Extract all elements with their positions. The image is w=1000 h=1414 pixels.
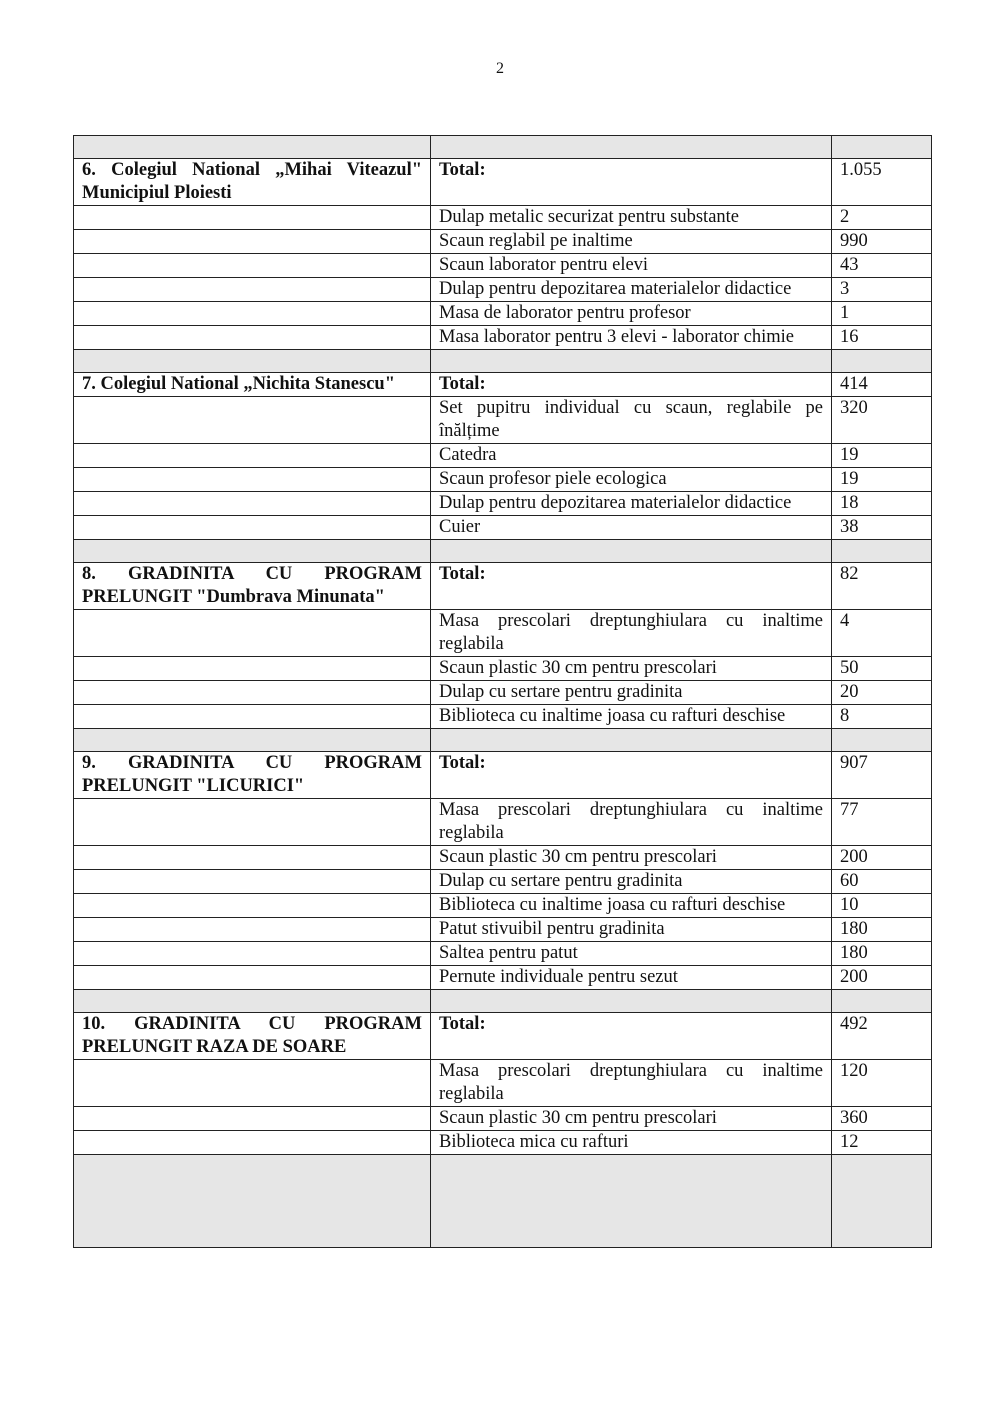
empty-cell [74, 918, 431, 942]
item-quantity: 320 [832, 397, 932, 444]
item-name: Patut stivuibil pentru gradinita [431, 918, 832, 942]
item-row [74, 966, 932, 990]
spacer-row [74, 729, 932, 752]
page-number: 2 [496, 60, 504, 77]
item-name: Scaun reglabil pe inaltime [431, 230, 832, 254]
item-quantity: 18 [832, 492, 932, 516]
section-header-row [74, 752, 932, 799]
empty-cell [74, 230, 431, 254]
spacer-cell [832, 136, 932, 159]
item-row [74, 326, 932, 350]
item-quantity: 3 [832, 278, 932, 302]
total-value: 414 [832, 373, 932, 397]
empty-cell [74, 444, 431, 468]
item-name: Scaun profesor piele ecologica [431, 468, 832, 492]
spacer-row [74, 540, 932, 563]
spacer-cell [832, 540, 932, 563]
total-value: 82 [832, 563, 932, 610]
item-quantity: 8 [832, 705, 932, 729]
item-name: Catedra [431, 444, 832, 468]
item-quantity: 990 [832, 230, 932, 254]
spacer-cell [431, 1155, 832, 1248]
school-name: 8. GRADINITA CU PROGRAM PRELUNGIT "Dumbrava Minunata" [74, 563, 431, 610]
item-name: Biblioteca mica cu rafturi [431, 1131, 832, 1155]
item-name: Pernute individuale pentru sezut [431, 966, 832, 990]
item-name: Scaun plastic 30 cm pentru prescolari [431, 657, 832, 681]
item-row [74, 846, 932, 870]
empty-cell [74, 657, 431, 681]
item-row [74, 278, 932, 302]
empty-cell [74, 278, 431, 302]
item-row [74, 657, 932, 681]
item-quantity: 19 [832, 444, 932, 468]
empty-cell [74, 870, 431, 894]
empty-cell [74, 1131, 431, 1155]
spacer-cell [74, 729, 431, 752]
spacer-cell [74, 540, 431, 563]
item-quantity: 180 [832, 918, 932, 942]
spacer-row [74, 350, 932, 373]
school-name: 7. Colegiul National „Nichita Stanescu" [74, 373, 431, 397]
total-label: Total: [431, 159, 832, 206]
empty-cell [74, 846, 431, 870]
total-value: 907 [832, 752, 932, 799]
item-row [74, 705, 932, 729]
item-quantity: 360 [832, 1107, 932, 1131]
school-name: 9. GRADINITA CU PROGRAM PRELUNGIT "LICURICI" [74, 752, 431, 799]
spacer-cell [431, 990, 832, 1013]
item-row [74, 942, 932, 966]
item-name: Biblioteca cu inaltime joasa cu rafturi deschise [431, 705, 832, 729]
spacer-row [74, 1155, 932, 1248]
spacer-cell [74, 1155, 431, 1248]
item-quantity: 50 [832, 657, 932, 681]
empty-cell [74, 610, 431, 657]
item-quantity: 19 [832, 468, 932, 492]
item-row [74, 894, 932, 918]
item-name: Scaun plastic 30 cm pentru prescolari [431, 846, 832, 870]
inventory-table-body [74, 136, 932, 1248]
total-value: 1.055 [832, 159, 932, 206]
item-name: Dulap pentru depozitarea materialelor didactice [431, 492, 832, 516]
spacer-cell [832, 729, 932, 752]
empty-cell [74, 966, 431, 990]
item-quantity: 180 [832, 942, 932, 966]
item-name: Masa prescolari dreptunghiulara cu inaltime reglabila [431, 610, 832, 657]
spacer-cell [832, 350, 932, 373]
empty-cell [74, 254, 431, 278]
item-quantity: 10 [832, 894, 932, 918]
empty-cell [74, 799, 431, 846]
item-name: Dulap metalic securizat pentru substante [431, 206, 832, 230]
spacer-cell [74, 136, 431, 159]
empty-cell [74, 468, 431, 492]
spacer-cell [832, 990, 932, 1013]
item-quantity: 1 [832, 302, 932, 326]
spacer-cell [431, 540, 832, 563]
empty-cell [74, 206, 431, 230]
item-row [74, 444, 932, 468]
item-name: Biblioteca cu inaltime joasa cu rafturi deschise [431, 894, 832, 918]
section-header-row [74, 563, 932, 610]
item-row [74, 918, 932, 942]
item-name: Scaun plastic 30 cm pentru prescolari [431, 1107, 832, 1131]
empty-cell [74, 492, 431, 516]
item-row [74, 1131, 932, 1155]
spacer-row [74, 136, 932, 159]
empty-cell [74, 326, 431, 350]
empty-cell [74, 942, 431, 966]
item-quantity: 2 [832, 206, 932, 230]
item-name: Masa prescolari dreptunghiulara cu inaltime reglabila [431, 1060, 832, 1107]
empty-cell [74, 516, 431, 540]
empty-cell [74, 397, 431, 444]
spacer-cell [431, 350, 832, 373]
total-label: Total: [431, 752, 832, 799]
item-name: Dulap cu sertare pentru gradinita [431, 870, 832, 894]
item-name: Saltea pentru patut [431, 942, 832, 966]
empty-cell [74, 1107, 431, 1131]
item-quantity: 16 [832, 326, 932, 350]
item-quantity: 120 [832, 1060, 932, 1107]
item-name: Dulap cu sertare pentru gradinita [431, 681, 832, 705]
total-label: Total: [431, 373, 832, 397]
item-row [74, 1060, 932, 1107]
spacer-cell [74, 350, 431, 373]
item-quantity: 4 [832, 610, 932, 657]
total-value: 492 [832, 1013, 932, 1060]
spacer-cell [431, 729, 832, 752]
spacer-cell [832, 1155, 932, 1248]
item-name: Cuier [431, 516, 832, 540]
empty-cell [74, 302, 431, 326]
section-header-row [74, 159, 932, 206]
item-row [74, 1107, 932, 1131]
spacer-row [74, 990, 932, 1013]
item-row [74, 610, 932, 657]
item-quantity: 38 [832, 516, 932, 540]
school-name: 6. Colegiul National „Mihai Viteazul" Municipiul Ploiesti [74, 159, 431, 206]
item-row [74, 206, 932, 230]
item-name: Scaun laborator pentru elevi [431, 254, 832, 278]
item-row [74, 254, 932, 278]
total-label: Total: [431, 563, 832, 610]
spacer-cell [74, 990, 431, 1013]
school-name: 10. GRADINITA CU PROGRAM PRELUNGIT RAZA DE SOARE [74, 1013, 431, 1060]
item-quantity: 77 [832, 799, 932, 846]
empty-cell [74, 705, 431, 729]
item-row [74, 681, 932, 705]
section-header-row [74, 373, 932, 397]
item-name: Set pupitru individual cu scaun, reglabile pe înălțime [431, 397, 832, 444]
item-name: Dulap pentru depozitarea materialelor didactice [431, 278, 832, 302]
item-row [74, 516, 932, 540]
item-name: Masa laborator pentru 3 elevi - laborator chimie [431, 326, 832, 350]
total-label: Total: [431, 1013, 832, 1060]
item-quantity: 200 [832, 846, 932, 870]
item-row [74, 302, 932, 326]
item-row [74, 230, 932, 254]
inventory-table [73, 135, 932, 1248]
item-row [74, 397, 932, 444]
item-name: Masa de laborator pentru profesor [431, 302, 832, 326]
item-quantity: 12 [832, 1131, 932, 1155]
item-name: Masa prescolari dreptunghiulara cu inaltime reglabila [431, 799, 832, 846]
empty-cell [74, 894, 431, 918]
item-quantity: 200 [832, 966, 932, 990]
item-quantity: 60 [832, 870, 932, 894]
section-header-row [74, 1013, 932, 1060]
item-quantity: 20 [832, 681, 932, 705]
empty-cell [74, 681, 431, 705]
item-row [74, 492, 932, 516]
item-row [74, 468, 932, 492]
item-quantity: 43 [832, 254, 932, 278]
spacer-cell [431, 136, 832, 159]
item-row [74, 799, 932, 846]
empty-cell [74, 1060, 431, 1107]
item-row [74, 870, 932, 894]
